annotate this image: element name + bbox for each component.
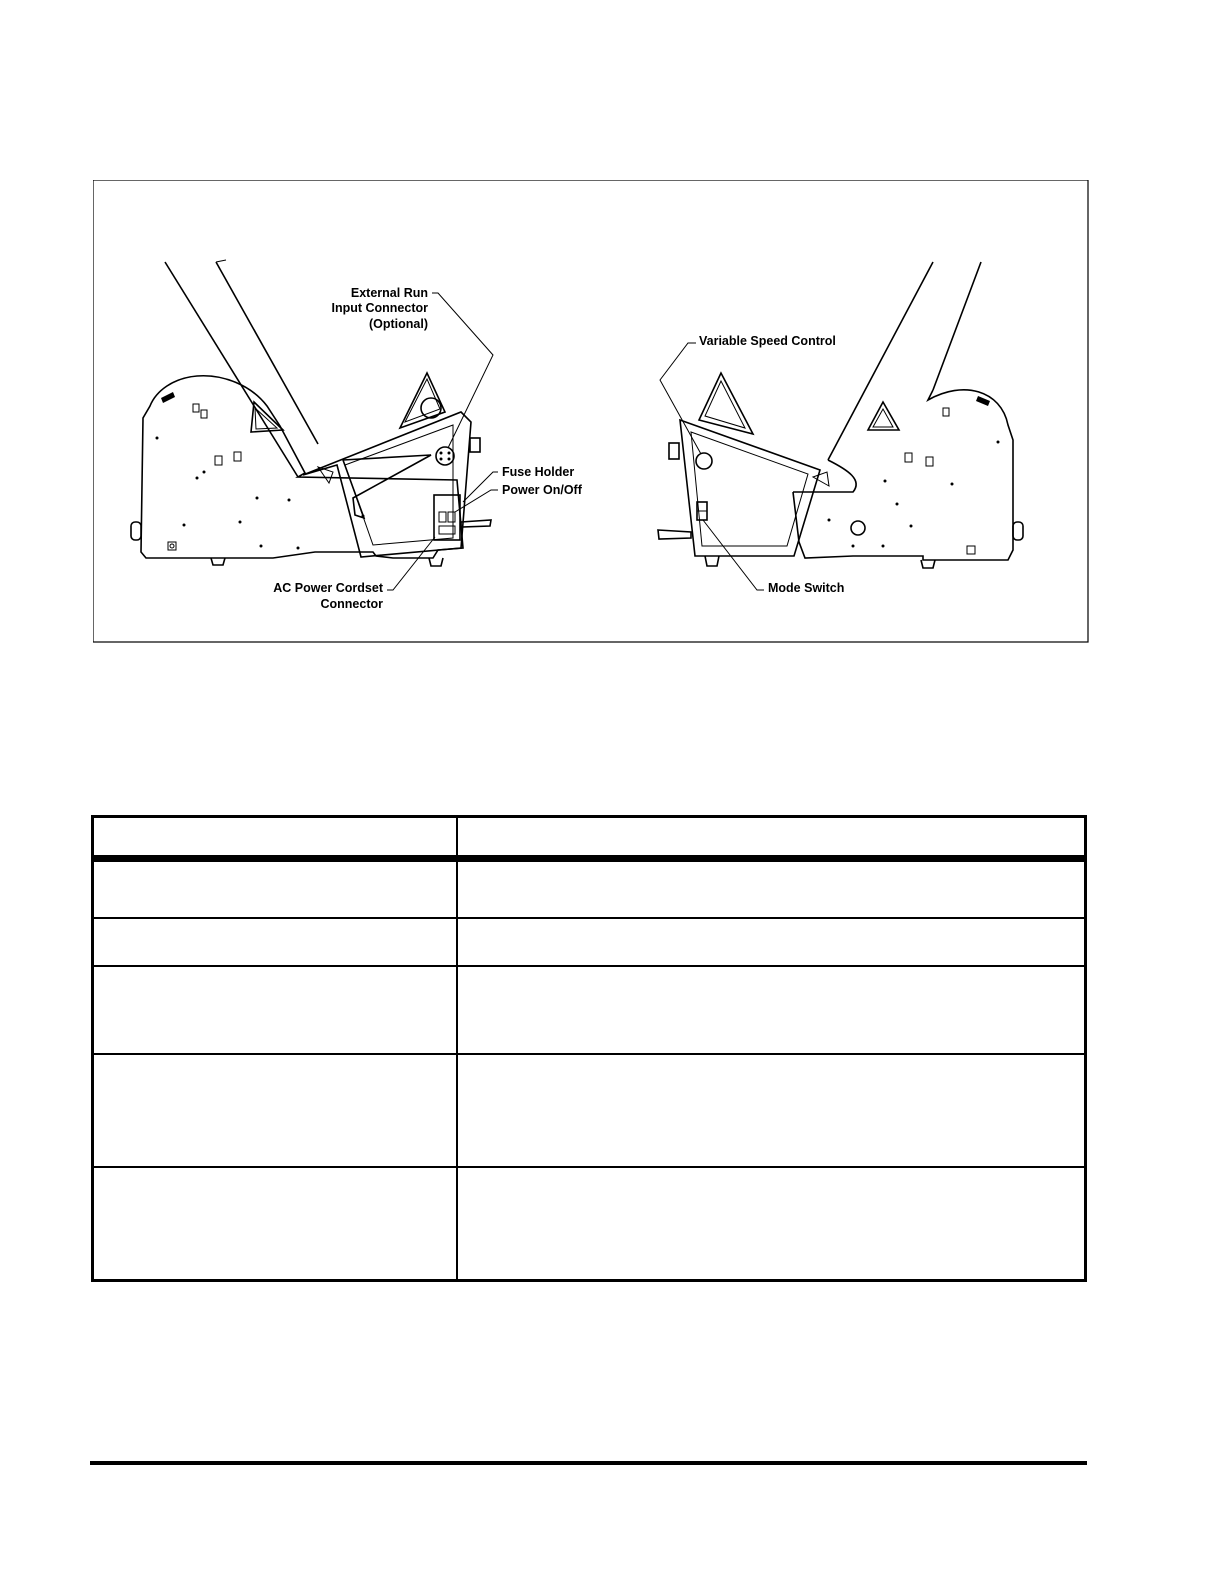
- footer-rule: [90, 1461, 1087, 1465]
- callout-ac-power-1: AC Power Cordset: [273, 581, 383, 595]
- callout-variable-speed: Variable Speed Control: [699, 334, 836, 348]
- table-row: [93, 1167, 1086, 1281]
- callout-fuse-holder: Fuse Holder: [502, 465, 575, 479]
- machine-side-views-figure: [93, 180, 1193, 650]
- table-cell: [457, 1054, 1086, 1167]
- controls-table: [91, 815, 1087, 1282]
- callout-mode-switch: Mode Switch: [768, 581, 845, 595]
- table-cell: [457, 918, 1086, 966]
- callout-external-run-2: Input Connector: [331, 301, 428, 315]
- table-cell: [93, 1167, 457, 1281]
- callout-external-run-3: (Optional): [368, 317, 428, 331]
- table-row: [93, 918, 1086, 966]
- table-cell: [457, 966, 1086, 1054]
- callout-power-on-off: Power On/Off: [502, 483, 582, 497]
- table-cell: [93, 1054, 457, 1167]
- table-cell: [93, 918, 457, 966]
- table-cell: [93, 966, 457, 1054]
- table-header-cell: [457, 817, 1086, 859]
- table-row: [93, 859, 1086, 918]
- table-row: [93, 1054, 1086, 1167]
- table-cell: [93, 859, 457, 918]
- table-header-row: [93, 817, 1086, 859]
- table-cell: [457, 859, 1086, 918]
- table-cell: [457, 1167, 1086, 1281]
- table-row: [93, 966, 1086, 1054]
- figure-frame: [93, 180, 1088, 642]
- callout-external-run-1: External Run: [350, 286, 428, 300]
- table-header-cell: [93, 817, 457, 859]
- callout-ac-power-2: Connector: [320, 597, 383, 611]
